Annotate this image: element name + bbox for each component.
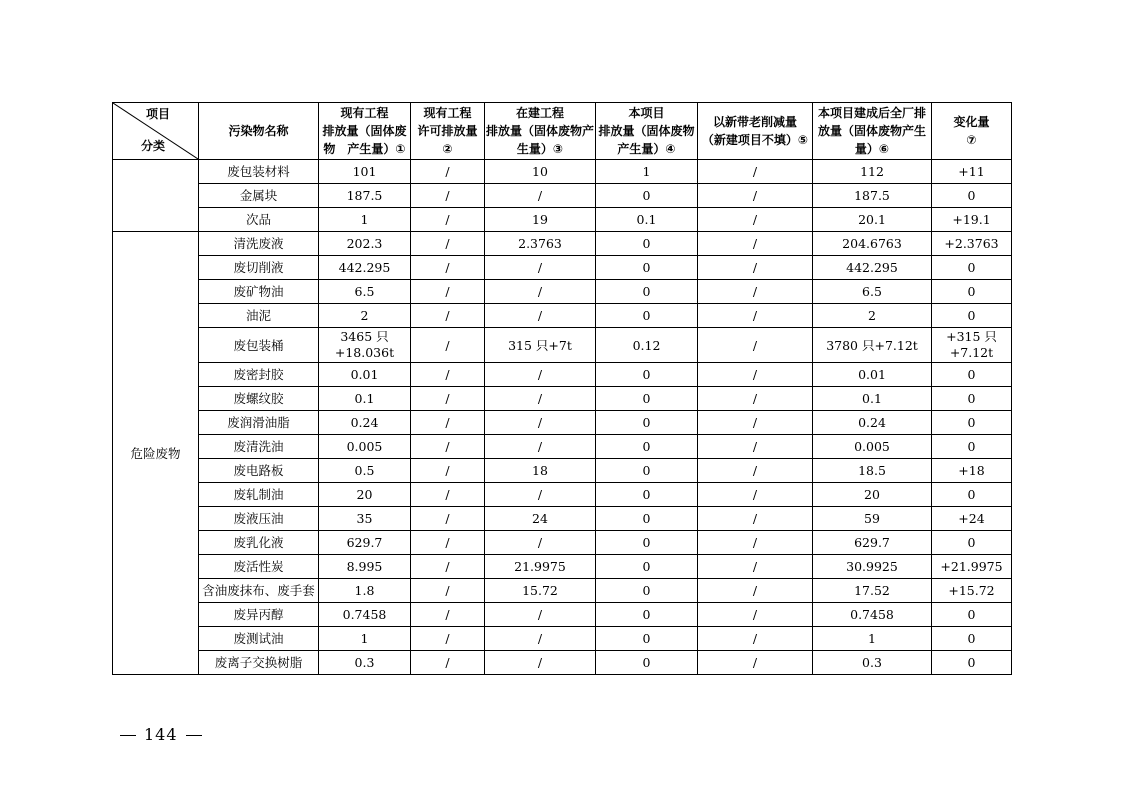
this-project-cell: 0 <box>596 411 698 435</box>
total-after-cell: 59 <box>813 507 932 531</box>
change-cell: 0 <box>932 256 1012 280</box>
table-row <box>113 411 1012 435</box>
existing-emission-cell: 2 <box>319 304 411 328</box>
this-project-cell: 0 <box>596 483 698 507</box>
table-row <box>113 483 1012 507</box>
reduction-cell: / <box>698 531 813 555</box>
reduction-cell: / <box>698 603 813 627</box>
total-after-cell: 3780 只+7.12t <box>813 328 932 363</box>
change-cell: 0 <box>932 435 1012 459</box>
under-construction-cell: 2.3763 <box>485 232 596 256</box>
permitted-emission-cell: / <box>411 232 485 256</box>
pollutant-name-cell: 废润滑油脂 <box>199 411 319 435</box>
total-after-cell: 20.1 <box>813 208 932 232</box>
this-project-cell: 0 <box>596 531 698 555</box>
header-reduction: 以新带老削减量 （新建项目不填）⑤ <box>698 103 813 160</box>
existing-emission-cell: 629.7 <box>319 531 411 555</box>
table-row <box>113 387 1012 411</box>
change-cell: 0 <box>932 627 1012 651</box>
emission-table <box>112 102 1012 675</box>
reduction-cell: / <box>698 411 813 435</box>
page-footer <box>112 725 210 744</box>
table-row <box>113 459 1012 483</box>
total-after-cell: 0.24 <box>813 411 932 435</box>
total-after-cell: 0.01 <box>813 363 932 387</box>
existing-emission-cell: 187.5 <box>319 184 411 208</box>
this-project-cell: 0 <box>596 555 698 579</box>
change-cell: 0 <box>932 603 1012 627</box>
header-total-after: 本项目建成后全厂排 放量（固体废物产生 量）⑥ <box>813 103 932 160</box>
this-project-cell: 0 <box>596 232 698 256</box>
table-body <box>113 160 1012 675</box>
under-construction-cell: 19 <box>485 208 596 232</box>
this-project-cell: 0 <box>596 579 698 603</box>
change-cell: +24 <box>932 507 1012 531</box>
footer-dash-left <box>120 735 136 736</box>
pollutant-name-cell: 油泥 <box>199 304 319 328</box>
this-project-cell: 0 <box>596 184 698 208</box>
reduction-cell: / <box>698 627 813 651</box>
reduction-cell: / <box>698 651 813 675</box>
under-construction-cell: / <box>485 184 596 208</box>
this-project-cell: 0 <box>596 387 698 411</box>
permitted-emission-cell: / <box>411 411 485 435</box>
this-project-cell: 0 <box>596 304 698 328</box>
table-row <box>113 531 1012 555</box>
pollutant-name-cell: 废离子交换树脂 <box>199 651 319 675</box>
this-project-cell: 0 <box>596 363 698 387</box>
table-row <box>113 208 1012 232</box>
table-row <box>113 579 1012 603</box>
under-construction-cell: 10 <box>485 160 596 184</box>
corner-label-top: 项目 <box>145 107 170 121</box>
under-construction-cell: 21.9975 <box>485 555 596 579</box>
permitted-emission-cell: / <box>411 304 485 328</box>
pollutant-name-cell: 废活性炭 <box>199 555 319 579</box>
change-cell: 0 <box>932 304 1012 328</box>
permitted-emission-cell: / <box>411 363 485 387</box>
reduction-cell: / <box>698 555 813 579</box>
reduction-cell: / <box>698 280 813 304</box>
header-change: 变化量 ⑦ <box>932 103 1012 160</box>
table-row <box>113 651 1012 675</box>
table-row <box>113 304 1012 328</box>
under-construction-cell: / <box>485 435 596 459</box>
change-cell: +11 <box>932 160 1012 184</box>
total-after-cell: 442.295 <box>813 256 932 280</box>
permitted-emission-cell: / <box>411 256 485 280</box>
this-project-cell: 0 <box>596 627 698 651</box>
permitted-emission-cell: / <box>411 387 485 411</box>
under-construction-cell: / <box>485 531 596 555</box>
table-row <box>113 256 1012 280</box>
this-project-cell: 0 <box>596 256 698 280</box>
pollutant-name-cell: 废轧制油 <box>199 483 319 507</box>
change-cell: 0 <box>932 483 1012 507</box>
pollutant-name-cell: 废电路板 <box>199 459 319 483</box>
reduction-cell: / <box>698 459 813 483</box>
existing-emission-cell: 1.8 <box>319 579 411 603</box>
change-cell: +15.72 <box>932 579 1012 603</box>
total-after-cell: 0.3 <box>813 651 932 675</box>
permitted-emission-cell: / <box>411 555 485 579</box>
existing-emission-cell: 0.5 <box>319 459 411 483</box>
permitted-emission-cell: / <box>411 603 485 627</box>
under-construction-cell: / <box>485 304 596 328</box>
under-construction-cell: 18 <box>485 459 596 483</box>
table-row <box>113 555 1012 579</box>
header-permitted-emission: 现有工程 许可排放量 ② <box>411 103 485 160</box>
pollutant-name-cell: 废测试油 <box>199 627 319 651</box>
existing-emission-cell: 0.7458 <box>319 603 411 627</box>
table-row <box>113 627 1012 651</box>
total-after-cell: 0.005 <box>813 435 932 459</box>
pollutant-name-cell: 废矿物油 <box>199 280 319 304</box>
existing-emission-cell: 8.995 <box>319 555 411 579</box>
table-row <box>113 507 1012 531</box>
existing-emission-cell: 0.005 <box>319 435 411 459</box>
existing-emission-cell: 0.01 <box>319 363 411 387</box>
change-cell: +21.9975 <box>932 555 1012 579</box>
pollutant-name-cell: 废异丙醇 <box>199 603 319 627</box>
reduction-cell: / <box>698 160 813 184</box>
category-cell: 危险废物 <box>113 232 199 675</box>
total-after-cell: 112 <box>813 160 932 184</box>
corner-label-bottom: 分类 <box>141 139 166 153</box>
permitted-emission-cell: / <box>411 483 485 507</box>
pollutant-name-cell: 废螺纹胶 <box>199 387 319 411</box>
reduction-cell: / <box>698 579 813 603</box>
under-construction-cell: / <box>485 603 596 627</box>
existing-emission-cell: 3465 只 +18.036t <box>319 328 411 363</box>
pollutant-name-cell: 废包装材料 <box>199 160 319 184</box>
change-cell: 0 <box>932 531 1012 555</box>
total-after-cell: 187.5 <box>813 184 932 208</box>
change-cell: +19.1 <box>932 208 1012 232</box>
existing-emission-cell: 20 <box>319 483 411 507</box>
this-project-cell: 0 <box>596 603 698 627</box>
existing-emission-cell: 1 <box>319 627 411 651</box>
permitted-emission-cell: / <box>411 507 485 531</box>
reduction-cell: / <box>698 208 813 232</box>
change-cell: 0 <box>932 387 1012 411</box>
header-corner-cell <box>113 103 199 160</box>
pollutant-name-cell: 含油废抹布、废手套 <box>199 579 319 603</box>
change-cell: 0 <box>932 363 1012 387</box>
table-row <box>113 328 1012 363</box>
existing-emission-cell: 0.3 <box>319 651 411 675</box>
permitted-emission-cell: / <box>411 184 485 208</box>
table-row <box>113 160 1012 184</box>
page-number: 144 <box>144 725 178 744</box>
total-after-cell: 204.6763 <box>813 232 932 256</box>
change-cell: 0 <box>932 184 1012 208</box>
reduction-cell: / <box>698 363 813 387</box>
this-project-cell: 0 <box>596 435 698 459</box>
under-construction-cell: / <box>485 387 596 411</box>
change-cell: 0 <box>932 651 1012 675</box>
total-after-cell: 20 <box>813 483 932 507</box>
under-construction-cell: / <box>485 411 596 435</box>
existing-emission-cell: 202.3 <box>319 232 411 256</box>
change-cell: +315 只 +7.12t <box>932 328 1012 363</box>
this-project-cell: 0 <box>596 651 698 675</box>
total-after-cell: 1 <box>813 627 932 651</box>
category-cell <box>113 160 199 232</box>
header-this-project: 本项目 排放量（固体废物 产生量）④ <box>596 103 698 160</box>
under-construction-cell: / <box>485 280 596 304</box>
under-construction-cell: / <box>485 256 596 280</box>
reduction-cell: / <box>698 483 813 507</box>
change-cell: +18 <box>932 459 1012 483</box>
this-project-cell: 0 <box>596 459 698 483</box>
existing-emission-cell: 101 <box>319 160 411 184</box>
total-after-cell: 18.5 <box>813 459 932 483</box>
header-under-construction: 在建工程 排放量（固体废物产 生量）③ <box>485 103 596 160</box>
permitted-emission-cell: / <box>411 627 485 651</box>
permitted-emission-cell: / <box>411 208 485 232</box>
permitted-emission-cell: / <box>411 328 485 363</box>
under-construction-cell: 315 只+7t <box>485 328 596 363</box>
reduction-cell: / <box>698 435 813 459</box>
header-existing-emission: 现有工程 排放量（固体废 物 产生量）① <box>319 103 411 160</box>
permitted-emission-cell: / <box>411 651 485 675</box>
under-construction-cell: / <box>485 627 596 651</box>
table-row <box>113 435 1012 459</box>
pollutant-name-cell: 废乳化液 <box>199 531 319 555</box>
change-cell: 0 <box>932 280 1012 304</box>
existing-emission-cell: 442.295 <box>319 256 411 280</box>
reduction-cell: / <box>698 232 813 256</box>
pollutant-name-cell: 废密封胶 <box>199 363 319 387</box>
this-project-cell: 1 <box>596 160 698 184</box>
pollutant-name-cell: 清洗废液 <box>199 232 319 256</box>
table-row <box>113 603 1012 627</box>
under-construction-cell: / <box>485 651 596 675</box>
permitted-emission-cell: / <box>411 579 485 603</box>
under-construction-cell: 15.72 <box>485 579 596 603</box>
existing-emission-cell: 6.5 <box>319 280 411 304</box>
pollutant-name-cell: 金属块 <box>199 184 319 208</box>
reduction-cell: / <box>698 184 813 208</box>
under-construction-cell: / <box>485 363 596 387</box>
existing-emission-cell: 0.1 <box>319 387 411 411</box>
table-row <box>113 184 1012 208</box>
under-construction-cell: / <box>485 483 596 507</box>
header-row <box>113 103 1012 160</box>
table-row <box>113 280 1012 304</box>
pollutant-name-cell: 次品 <box>199 208 319 232</box>
this-project-cell: 0 <box>596 507 698 531</box>
existing-emission-cell: 1 <box>319 208 411 232</box>
total-after-cell: 2 <box>813 304 932 328</box>
header-pollutant-name: 污染物名称 <box>199 103 319 160</box>
footer-dash-right <box>186 735 202 736</box>
table-row <box>113 232 1012 256</box>
reduction-cell: / <box>698 328 813 363</box>
permitted-emission-cell: / <box>411 531 485 555</box>
total-after-cell: 30.9925 <box>813 555 932 579</box>
total-after-cell: 6.5 <box>813 280 932 304</box>
change-cell: +2.3763 <box>932 232 1012 256</box>
this-project-cell: 0 <box>596 280 698 304</box>
pollutant-name-cell: 废切削液 <box>199 256 319 280</box>
table-row <box>113 363 1012 387</box>
permitted-emission-cell: / <box>411 160 485 184</box>
reduction-cell: / <box>698 507 813 531</box>
under-construction-cell: 24 <box>485 507 596 531</box>
permitted-emission-cell: / <box>411 280 485 304</box>
pollutant-name-cell: 废清洗油 <box>199 435 319 459</box>
permitted-emission-cell: / <box>411 459 485 483</box>
total-after-cell: 17.52 <box>813 579 932 603</box>
permitted-emission-cell: / <box>411 435 485 459</box>
reduction-cell: / <box>698 304 813 328</box>
change-cell: 0 <box>932 411 1012 435</box>
this-project-cell: 0.12 <box>596 328 698 363</box>
pollutant-name-cell: 废包装桶 <box>199 328 319 363</box>
total-after-cell: 0.7458 <box>813 603 932 627</box>
this-project-cell: 0.1 <box>596 208 698 232</box>
pollutant-name-cell: 废液压油 <box>199 507 319 531</box>
reduction-cell: / <box>698 387 813 411</box>
existing-emission-cell: 0.24 <box>319 411 411 435</box>
existing-emission-cell: 35 <box>319 507 411 531</box>
reduction-cell: / <box>698 256 813 280</box>
total-after-cell: 0.1 <box>813 387 932 411</box>
total-after-cell: 629.7 <box>813 531 932 555</box>
